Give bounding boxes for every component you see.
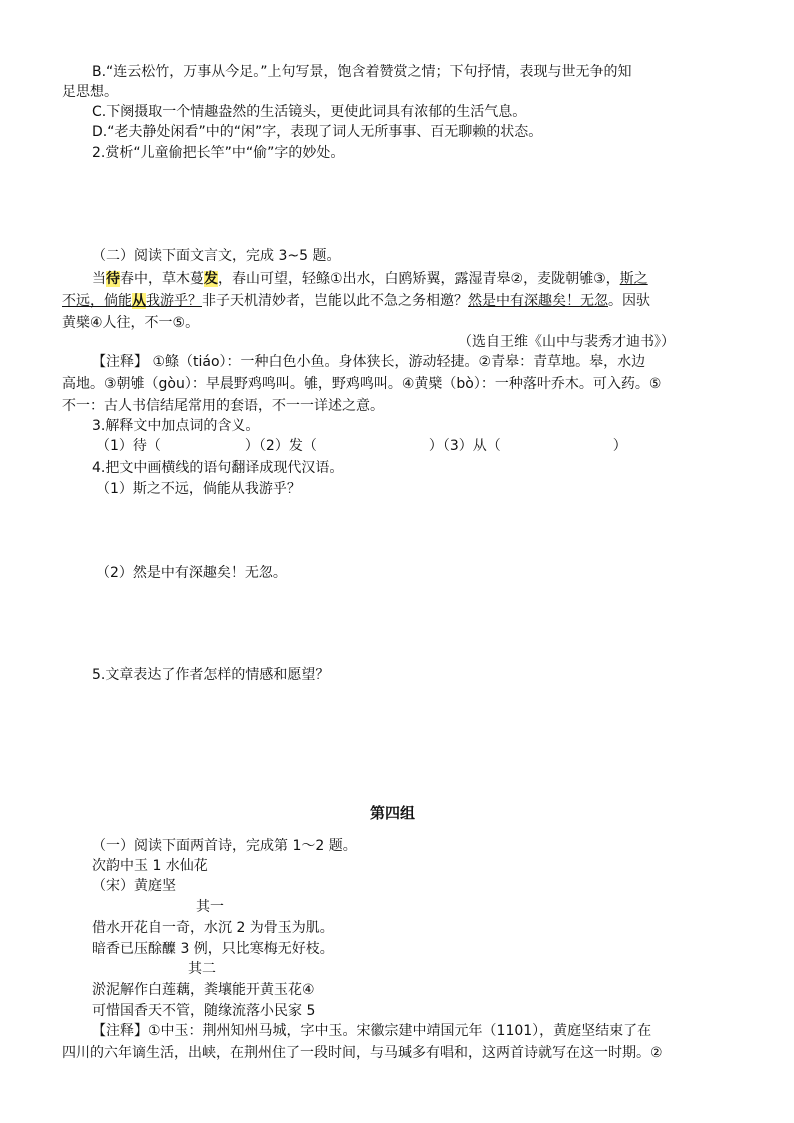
underlined-sentence: 不远，倘能 (62, 293, 132, 309)
group-intro: （一）阅读下面两首诗，完成第 1～2 题。 (92, 838, 357, 854)
passage-text: 非子天机清妙者，岂能以此不急之务相邀？ (202, 293, 468, 309)
passage-line2 (62, 291, 650, 311)
underlined-sentence-2: 然是中有深趣矣！无忽 (468, 293, 608, 309)
poem-notes-line2: 四川的六年谪生活，出峡，在荆州住了一段时间，与马瑊多有唱和，这两首诗就写在这一时期。② (62, 1045, 663, 1061)
passage-line1 (92, 269, 648, 289)
poem-subtitle-2: 其二 (188, 961, 216, 977)
question-4: 4.把文中画横线的语句翻译成现代汉语。 (92, 460, 344, 476)
question-5: 5.文章表达了作者怎样的情感和愿望？ (92, 667, 330, 683)
passage-line3: 黄檗④人往，不一⑤。 (62, 315, 200, 331)
poem-title: 次韵中玉 1 水仙花 (92, 858, 208, 874)
notes-line3: 不一：古人书信结尾常用的套语，不一一详述之意。 (62, 398, 384, 414)
poem-2-line1: 淤泥解作白莲藕，粪壤能开黄玉花④ (92, 982, 315, 998)
poem-notes-line1: 【注释】①中玉：荆州知州马城，字中玉。宋徽宗建中靖国元年（1101），黄庭坚结束了在 (92, 1023, 652, 1039)
passage-text: ，春山可望，轻鲦①出水，白鸥矫翼，露湿青皋②，麦陇朝雊③， (218, 271, 620, 287)
poem-1-line2: 暗香已压酴醾 3 例，只比寒梅无好枝。 (92, 941, 334, 957)
question-3-blanks: （1）待（ ）（2）发（ ）（3）从（ ） (96, 438, 627, 454)
poem-subtitle-1: 其一 (196, 899, 224, 915)
passage-source: （选自王维《山中与裴秀才迪书》） (458, 334, 675, 350)
option-d: D.“老夫静处闲看”中的“闲”字，表现了词人无所事事、百无聊赖的状态。 (92, 124, 543, 140)
passage-text: 。因驮 (608, 293, 650, 309)
passage-text: 春中，草木蔓 (120, 271, 204, 287)
group-title: 第四组 (370, 804, 416, 822)
passage-text: 当 (92, 271, 106, 287)
poem-author: （宋）黄庭坚 (92, 878, 176, 894)
question-4-2: （2）然是中有深趣矣！无忽。 (96, 565, 287, 581)
highlighted-word-dai: 待 (106, 271, 120, 287)
underlined-sentence: 我游乎？ (146, 293, 202, 309)
underlined-sentence: 斯之 (619, 271, 648, 287)
option-b-line1: B.“连云松竹，万事从今足。”上句写景，饱含着赞赏之情；下句抒情，表现与世无争的知 (92, 64, 632, 80)
highlighted-word-fa: 发 (204, 271, 218, 287)
question-4-1: （1）斯之不远，倘能从我游乎？ (96, 481, 301, 497)
option-b-line2: 足思想。 (62, 84, 118, 100)
section-intro: （二）阅读下面文言文，完成 3~5 题。 (92, 248, 341, 264)
highlighted-word-cong: 从 (132, 293, 146, 309)
notes-line1: 【注释】 ①鲦（tiáo）：一种白色小鱼。身体狭长，游动轻捷。②青皋：青草地。皋，水边 (92, 354, 646, 370)
notes-line2: 高地。③朝雊（gòu）：早晨野鸡鸣叫。雊，野鸡鸣叫。④黄檗（bò）：一种落叶乔木。可入药。⑤ (62, 376, 662, 392)
poem-1-line1: 借水开花自一奇，水沉 2 为骨玉为肌。 (92, 920, 334, 936)
question-2: 2.赏析“儿童偷把长竿”中“偷”字的妙处。 (92, 145, 345, 161)
option-c: C.下阕摄取一个情趣盎然的生活镜头，更使此词具有浓郁的生活气息。 (92, 104, 527, 120)
question-3: 3.解释文中加点词的含义。 (92, 418, 260, 434)
poem-2-line2: 可惜国香天不管，随缘流落小民家 5 (92, 1003, 316, 1019)
